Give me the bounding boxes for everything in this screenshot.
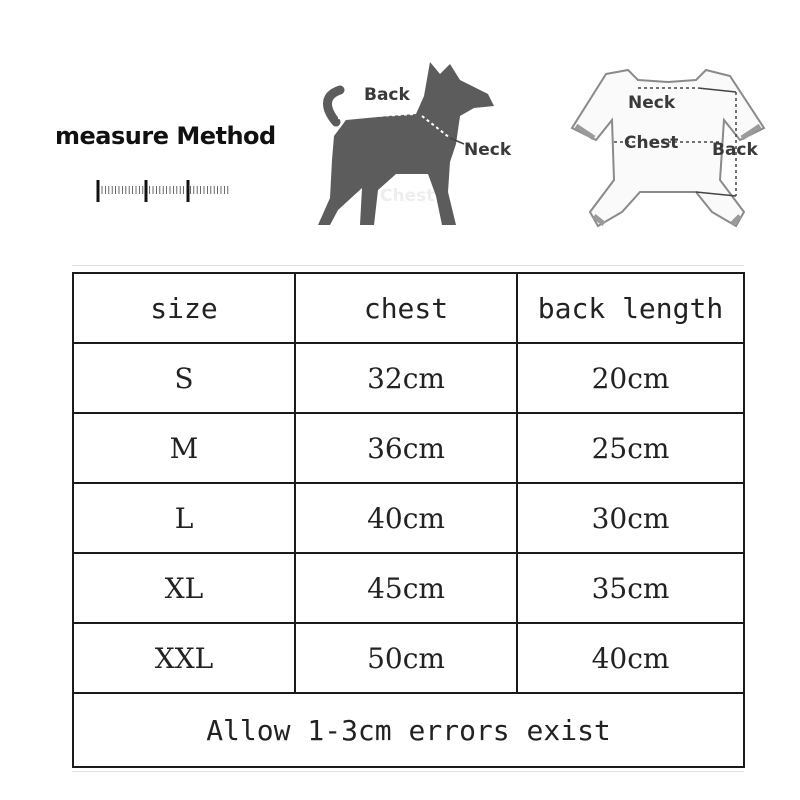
header-back-length: back length xyxy=(517,273,744,343)
size-chart-table xyxy=(72,272,745,768)
dog-label-neck: Neck xyxy=(464,140,512,160)
dog-label-back: Back xyxy=(364,85,410,105)
table-guide-bottom xyxy=(72,771,744,772)
cell-back-length: 40cm xyxy=(517,623,744,693)
table-row xyxy=(73,553,744,623)
cell-chest: 32cm xyxy=(295,343,517,413)
cell-chest: 45cm xyxy=(295,553,517,623)
table-note-row xyxy=(73,693,744,767)
dog-label-chest: Chest xyxy=(380,186,435,206)
ruler-icon xyxy=(96,176,236,206)
cell-size: L xyxy=(73,483,295,553)
cell-back-length: 20cm xyxy=(517,343,744,413)
cell-chest: 36cm xyxy=(295,413,517,483)
clothing-label-neck: Neck xyxy=(628,93,676,113)
measure-method-title: measure Method xyxy=(55,122,276,150)
cell-size: S xyxy=(73,343,295,413)
dog-measure-diagram xyxy=(318,60,528,235)
cell-back-length: 30cm xyxy=(517,483,744,553)
clothing-label-back: Back xyxy=(712,140,758,160)
cell-chest: 50cm xyxy=(295,623,517,693)
header-chest: chest xyxy=(295,273,517,343)
table-row xyxy=(73,623,744,693)
table-row xyxy=(73,413,744,483)
cell-size: XL xyxy=(73,553,295,623)
clothing-measure-diagram xyxy=(568,62,768,234)
cell-back-length: 25cm xyxy=(517,413,744,483)
table-guide-top xyxy=(72,265,744,266)
cell-chest: 40cm xyxy=(295,483,517,553)
table-row xyxy=(73,483,744,553)
cell-size: M xyxy=(73,413,295,483)
header-size: size xyxy=(73,273,295,343)
table-row xyxy=(73,343,744,413)
clothing-label-chest: Chest xyxy=(624,133,679,153)
cell-back-length: 35cm xyxy=(517,553,744,623)
error-tolerance-note: Allow 1-3cm errors exist xyxy=(73,693,744,767)
table-header-row xyxy=(73,273,744,343)
cell-size: XXL xyxy=(73,623,295,693)
